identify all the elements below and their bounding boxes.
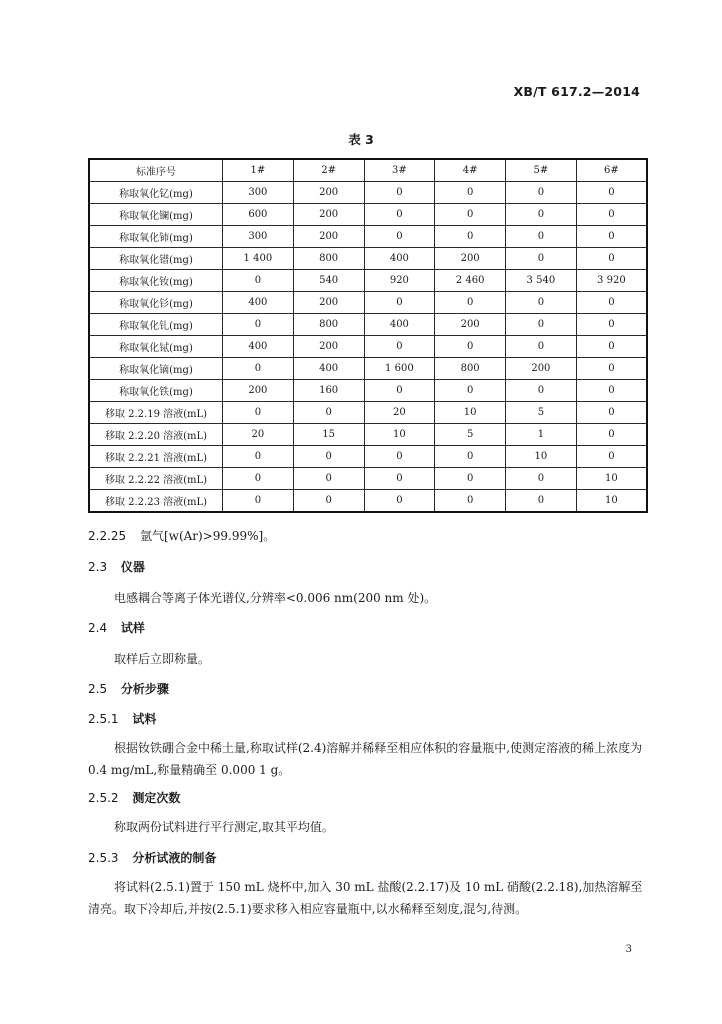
value-cell: 0 xyxy=(506,248,577,270)
row-label-cell: 称取氧化镝(mg) xyxy=(89,358,223,380)
table-row xyxy=(89,468,647,490)
value-cell: 0 xyxy=(223,446,294,468)
value-cell: 200 xyxy=(506,358,577,380)
value-cell: 0 xyxy=(364,490,435,513)
table-row xyxy=(89,358,647,380)
value-cell: 400 xyxy=(364,314,435,336)
header-cell: 5# xyxy=(506,159,577,182)
value-cell: 540 xyxy=(293,270,364,292)
section-2-5-3-heading xyxy=(88,849,216,866)
value-cell: 200 xyxy=(293,226,364,248)
table-row xyxy=(89,402,647,424)
header-cell: 1# xyxy=(223,159,294,182)
value-cell: 160 xyxy=(293,380,364,402)
value-cell: 800 xyxy=(435,358,506,380)
table-body xyxy=(89,182,647,513)
value-cell: 600 xyxy=(223,204,294,226)
document-code: XB/T 617.2—2014 xyxy=(513,84,640,99)
value-cell: 0 xyxy=(506,490,577,513)
value-cell: 0 xyxy=(293,402,364,424)
row-label-cell: 称取氧化铁(mg) xyxy=(89,380,223,402)
value-cell: 300 xyxy=(223,182,294,204)
value-cell: 5 xyxy=(506,402,577,424)
value-cell: 0 xyxy=(364,336,435,358)
value-cell: 0 xyxy=(506,336,577,358)
value-cell: 0 xyxy=(506,468,577,490)
value-cell: 0 xyxy=(293,446,364,468)
value-cell: 0 xyxy=(435,292,506,314)
header-cell: 3# xyxy=(364,159,435,182)
value-cell: 300 xyxy=(223,226,294,248)
table-row xyxy=(89,424,647,446)
value-cell: 800 xyxy=(293,248,364,270)
value-cell: 200 xyxy=(293,292,364,314)
table-title: 表 3 xyxy=(348,132,374,147)
value-cell: 0 xyxy=(364,468,435,490)
value-cell: 3 540 xyxy=(506,270,577,292)
value-cell: 0 xyxy=(293,490,364,513)
value-cell: 400 xyxy=(223,292,294,314)
section-title: 试料 xyxy=(132,712,157,726)
section-2-4-body: 取样后立即称量。 xyxy=(114,652,211,666)
value-cell: 800 xyxy=(293,314,364,336)
row-label-cell: 称取氧化钇(mg) xyxy=(89,182,223,204)
value-cell: 0 xyxy=(223,270,294,292)
section-title: 仪器 xyxy=(120,560,145,574)
section-2-5-1-body: 根据钕铁硼合金中稀土量,称取试样(2.4)溶解并稀释至相应体积的容量瓶中,使测定溶液的稀上浓度为 0.4 mg/mL,称量精确至 0.000 1 g。 xyxy=(88,741,643,777)
section-2-5-3-body: 将试料(2.5.1)置于 150 mL 烧杯中,加入 30 mL 盐酸(2.2.17)及 10 mL 硝酸(2.2.18),加热溶解至清亮。取下冷却后,并按(2.5.1)要求移入相应容量瓶中,以水稀释至刻度,混匀,待测。 xyxy=(88,880,643,916)
table-row xyxy=(89,336,647,358)
value-cell: 400 xyxy=(223,336,294,358)
value-cell: 0 xyxy=(435,182,506,204)
value-cell: 0 xyxy=(576,424,647,446)
value-cell: 200 xyxy=(435,314,506,336)
section-title: 分析试液的制备 xyxy=(132,851,217,865)
value-cell: 0 xyxy=(576,446,647,468)
row-label-cell: 称取氧化钆(mg) xyxy=(89,314,223,336)
value-cell: 0 xyxy=(435,204,506,226)
table-row xyxy=(89,292,647,314)
value-cell: 0 xyxy=(576,380,647,402)
section-2-3-body: 电感耦合等离子体光谱仪,分辨率<0.006 nm(200 nm 处)。 xyxy=(114,591,437,605)
value-cell: 10 xyxy=(364,424,435,446)
value-cell: 0 xyxy=(576,204,647,226)
table-row xyxy=(89,182,647,204)
value-cell: 0 xyxy=(223,490,294,513)
value-cell: 10 xyxy=(576,468,647,490)
section-2-5-2-heading xyxy=(88,789,180,806)
page-number: 3 xyxy=(625,944,632,955)
section-2-4-heading xyxy=(88,619,145,636)
value-cell: 0 xyxy=(576,336,647,358)
value-cell: 0 xyxy=(506,292,577,314)
header-cell: 6# xyxy=(576,159,647,182)
row-label-cell: 称取氧化铈(mg) xyxy=(89,226,223,248)
value-cell: 0 xyxy=(223,358,294,380)
value-cell: 0 xyxy=(364,182,435,204)
row-label-cell: 称取氧化钐(mg) xyxy=(89,292,223,314)
value-cell: 200 xyxy=(293,336,364,358)
row-label-cell: 称取氧化钕(mg) xyxy=(89,270,223,292)
value-cell: 0 xyxy=(576,358,647,380)
value-cell: 0 xyxy=(364,446,435,468)
section-title: 试样 xyxy=(120,621,145,635)
value-cell: 0 xyxy=(435,336,506,358)
value-cell: 0 xyxy=(576,402,647,424)
row-label-cell: 移取 2.2.22 溶液(mL) xyxy=(89,468,223,490)
value-cell: 0 xyxy=(435,490,506,513)
value-cell: 0 xyxy=(364,380,435,402)
row-label-cell: 移取 2.2.23 溶液(mL) xyxy=(89,490,223,513)
section-number: 2.3 xyxy=(88,560,108,574)
table-row xyxy=(89,270,647,292)
section-2-3-heading xyxy=(88,558,145,575)
value-cell: 1 600 xyxy=(364,358,435,380)
section-number: 2.5.2 xyxy=(88,791,119,805)
row-label-cell: 移取 2.2.21 溶液(mL) xyxy=(89,446,223,468)
value-cell: 0 xyxy=(576,248,647,270)
value-cell: 10 xyxy=(506,446,577,468)
row-label-cell: 称取氧化铽(mg) xyxy=(89,336,223,358)
value-cell: 0 xyxy=(506,182,577,204)
value-cell: 0 xyxy=(223,314,294,336)
value-cell: 5 xyxy=(435,424,506,446)
table-row xyxy=(89,380,647,402)
value-cell: 0 xyxy=(293,468,364,490)
value-cell: 0 xyxy=(506,380,577,402)
value-cell: 0 xyxy=(223,402,294,424)
row-label-cell: 移取 2.2.19 溶液(mL) xyxy=(89,402,223,424)
table-row xyxy=(89,446,647,468)
value-cell: 0 xyxy=(435,446,506,468)
value-cell: 200 xyxy=(435,248,506,270)
table-row xyxy=(89,248,647,270)
row-label-cell: 移取 2.2.20 溶液(mL) xyxy=(89,424,223,446)
value-cell: 400 xyxy=(364,248,435,270)
value-cell: 10 xyxy=(435,402,506,424)
table-row xyxy=(89,490,647,513)
section-2-5-2-body: 称取两份试料进行平行测定,取其平均值。 xyxy=(114,820,334,834)
value-cell: 20 xyxy=(364,402,435,424)
section-title: 测定次数 xyxy=(132,791,181,805)
value-cell: 1 xyxy=(506,424,577,446)
value-cell: 0 xyxy=(576,226,647,248)
value-cell: 0 xyxy=(435,380,506,402)
table-header-row xyxy=(89,159,647,182)
section-2-5-1-heading xyxy=(88,710,156,727)
section-number: 2.2.25 xyxy=(88,529,127,543)
value-cell: 200 xyxy=(293,204,364,226)
value-cell: 15 xyxy=(293,424,364,446)
section-number: 2.5 xyxy=(88,682,108,696)
value-cell: 0 xyxy=(576,292,647,314)
value-cell: 0 xyxy=(435,226,506,248)
value-cell: 200 xyxy=(293,182,364,204)
table-row xyxy=(89,314,647,336)
value-cell: 0 xyxy=(506,204,577,226)
value-cell: 0 xyxy=(576,182,647,204)
value-cell: 0 xyxy=(576,314,647,336)
section-number: 2.5.3 xyxy=(88,851,119,865)
section-text: 氩气[w(Ar)>99.99%]。 xyxy=(140,529,276,543)
value-cell: 20 xyxy=(223,424,294,446)
row-label-cell: 称取氧化镨(mg) xyxy=(89,248,223,270)
section-title: 分析步骤 xyxy=(120,682,169,696)
section-2-2-25 xyxy=(88,527,275,544)
table-row xyxy=(89,226,647,248)
value-cell: 0 xyxy=(223,468,294,490)
section-2-5-heading xyxy=(88,680,169,697)
value-cell: 2 460 xyxy=(435,270,506,292)
header-cell: 4# xyxy=(435,159,506,182)
section-number: 2.4 xyxy=(88,621,108,635)
value-cell: 400 xyxy=(293,358,364,380)
value-cell: 0 xyxy=(506,314,577,336)
value-cell: 3 920 xyxy=(576,270,647,292)
table-row xyxy=(89,204,647,226)
section-number: 2.5.1 xyxy=(88,712,119,726)
value-cell: 200 xyxy=(223,380,294,402)
standards-table xyxy=(88,158,648,513)
value-cell: 920 xyxy=(364,270,435,292)
value-cell: 1 400 xyxy=(223,248,294,270)
value-cell: 0 xyxy=(364,204,435,226)
value-cell: 0 xyxy=(435,468,506,490)
value-cell: 0 xyxy=(364,292,435,314)
value-cell: 10 xyxy=(576,490,647,513)
value-cell: 0 xyxy=(364,226,435,248)
header-cell: 2# xyxy=(293,159,364,182)
row-label-cell: 称取氧化镧(mg) xyxy=(89,204,223,226)
value-cell: 0 xyxy=(506,226,577,248)
header-cell: 标准序号 xyxy=(89,159,223,182)
